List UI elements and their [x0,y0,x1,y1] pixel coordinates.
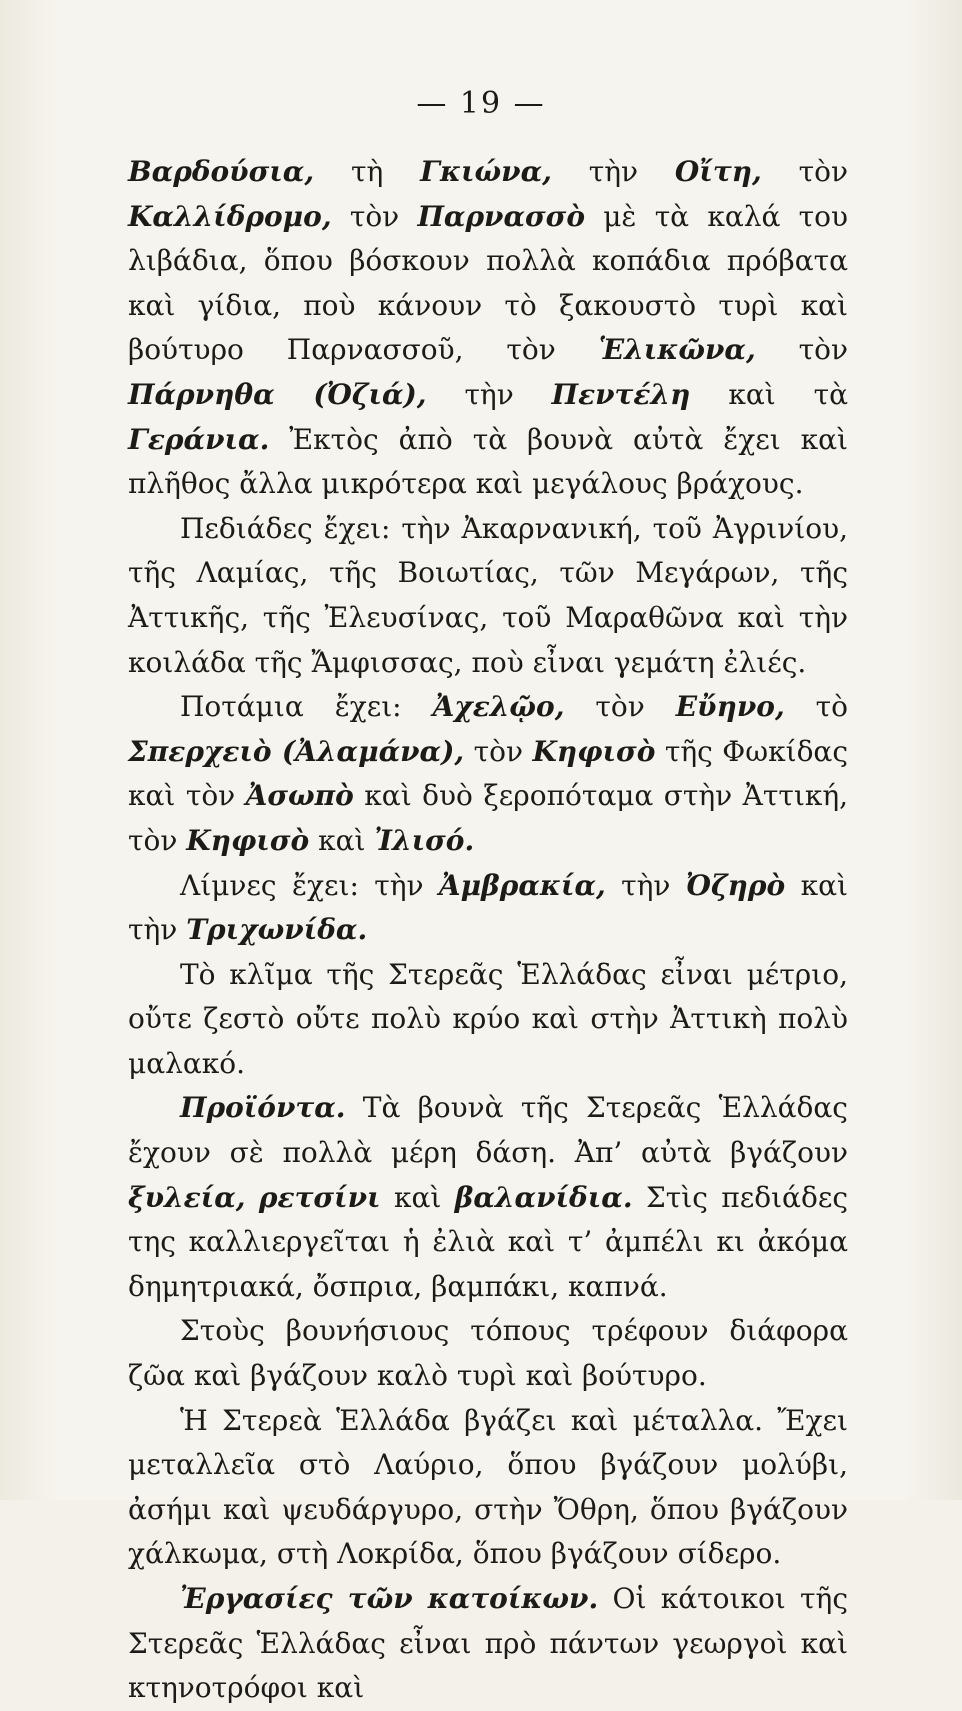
text-run: Στὶς πεδιάδες της καλλιεργεῖται ἡ ἐλιὰ καὶ τ’ ἀμπέλι κι ἀκόμα δημητριακά, ὄσπρια, βαμπάκι, καπνά. [128,1180,849,1303]
text-run: Τὰ βουνὰ τῆς Στερεᾶς Ἑλλάδας ἔχουν σὲ πολλὰ μέρη δάση. Ἀπ’ αὐτὰ βγάζουν [128,1091,848,1170]
text-run: τῆς Φωκίδας καὶ τὸν [128,734,849,813]
text-run: τὸ [784,690,848,724]
emphasized-term: Ἰλισό. [374,823,475,857]
emphasized-term: ξυλεία, [128,1180,246,1214]
text-run: τὴν [551,155,675,188]
paragraph [128,864,848,953]
text-run: καὶ δυὸ ξεροπόταμα στὴν Ἀττική, τὸν [128,779,848,857]
paragraph [128,1577,848,1711]
text-run: τὴν [605,868,686,902]
emphasized-term: Ἀμβρακία, [438,868,606,902]
text-run: Ἐκτὸς ἀπὸ τὰ βουνὰ αὐτὰ ἔχει καὶ πλῆθος ἄλλα μικρότερα καὶ μεγάλους βράχους. [128,422,848,501]
emphasized-term: Πεντέλη [551,377,691,411]
text-run: Λίμνες ἔχει: τὴν [180,868,439,902]
text-run: Ποτάμια ἔχει: [180,690,433,724]
emphasized-term: ρετσίνι [258,1180,381,1214]
text-run: τὸν [761,155,848,188]
emphasized-term: Βαρδούσια, [128,155,315,188]
text-run: τὸν [331,199,418,233]
paragraph [128,1309,848,1398]
text-run [246,1181,259,1214]
text-run: Τὸ κλῖμα τῆς Στερεᾶς Ἑλλάδας εἶναι μέτριο, οὔτε ζεστὸ οὔτε πολὺ κρύο καὶ στὴν Ἀττικὴ πολὺ μαλακό. [128,957,848,1080]
text-run: τὸν [464,734,533,768]
paragraph [128,953,848,1087]
body-text [128,150,848,1711]
emphasized-term: βαλανίδια. [454,1180,633,1214]
paragraph [128,1086,848,1309]
text-run: τὴν [426,377,552,411]
text-run: καὶ [309,823,375,857]
emphasized-term: Σπερχειὸ (Ἀλαμάνα), [128,734,465,768]
emphasized-term: Ὀζηρὸ [685,868,786,902]
emphasized-term: Πάρνηθα (Ὀζιά), [128,377,427,411]
emphasized-term: Καλλίδρομο, [128,199,332,233]
emphasized-term: Ἑλικῶνα, [598,333,756,367]
emphasized-term: Κηφισὸ [532,734,656,768]
emphasized-term: Ἐργασίες τῶν κατοίκων. [180,1582,599,1615]
emphasized-term: Εὔηνο, [675,690,785,724]
text-run: μὲ τὰ καλά του λιβάδια, ὅπου βόσκουν πολλὰ κοπάδια πρόβατα καὶ γίδια, ποὺ κάνουν τὸ ξακουστὸ τυρὶ καὶ βούτυρο Παρνασσοῦ, τὸν [128,199,848,367]
emphasized-term: Οἴτη, [674,155,762,188]
text-run: τὴ [314,155,421,188]
text-run: Ἡ Στερεὰ Ἑλλάδα βγάζει καὶ μέταλλα. Ἔχει μεταλλεῖα στὸ Λαύριο, ὅπου βγάζουν μολύβι, ἀσήμι καὶ ψευδάργυρο, στὴν Ὄθρη, ὅπου βγάζουν χάλκωμα, στὴ Λοκρίδα, ὅπου βγάζουν σίδερο. [128,1403,848,1571]
text-run: καὶ τὴν [128,868,848,947]
emphasized-term: Γκιώνα, [420,155,552,188]
emphasized-term: Κηφισὸ [186,823,310,857]
emphasized-term: Τριχωνίδα. [186,913,368,947]
text-run: καὶ τὰ [690,377,849,411]
text-run: Πεδιάδες ἔχει: τὴν Ἀκαρνανική, τοῦ Ἀγρινίου, τῆς Λαμίας, τῆς Βοιωτίας, τῶν Μεγάρων, τῆς Ἀττικῆς, τῆς Ἐλευσίνας, τοῦ Μαραθῶνα καὶ τὴν κοιλάδα τῆς Ἄμφισσας, ποὺ εἶναι γεμάτη ἐλιές. [128,511,848,679]
paragraph [128,685,848,863]
page-number: — 19 — [416,86,546,121]
emphasized-term: Γεράνια. [128,422,270,456]
text-run: τὸν [564,690,676,724]
emphasized-term: Ἀσωπὸ [245,779,354,813]
paragraph [128,1399,848,1577]
emphasized-term: Παρνασσὸ [417,199,585,233]
emphasized-term: Προϊόντα. [180,1091,346,1125]
text-run: καὶ [380,1180,455,1214]
text-run: τὸν [755,333,848,367]
paragraph [128,150,848,507]
emphasized-term: Ἀχελῷο, [432,690,565,724]
text-run: Οἱ κάτοικοι τῆς Στερεᾶς Ἑλλάδας εἶναι πρὸ πάντων γεωργοὶ καὶ κτηνοτρόφοι καὶ [128,1582,849,1705]
paragraph [128,507,848,685]
text-run: Στοὺς βουνήσιους τόπους τρέφουν διάφορα ζῶα καὶ βγάζουν καλὸ τυρὶ καὶ βούτυρο. [128,1314,848,1393]
